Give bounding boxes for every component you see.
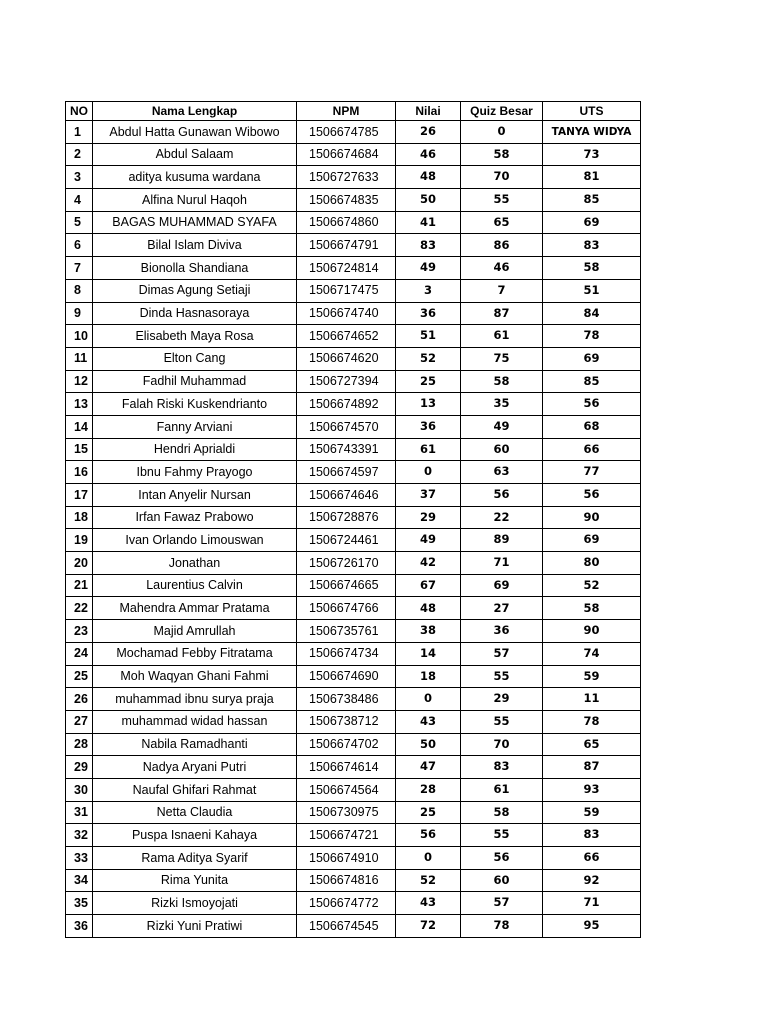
- cell-no: 4: [66, 189, 93, 212]
- cell-nilai: 26: [396, 121, 461, 144]
- cell-uts: TANYA WIDYA: [543, 121, 641, 144]
- cell-quiz-besar: 60: [461, 438, 543, 461]
- cell-quiz-besar: 60: [461, 869, 543, 892]
- cell-uts: 92: [543, 869, 641, 892]
- cell-quiz-besar: 65: [461, 211, 543, 234]
- table-row: [66, 234, 641, 257]
- cell-nama-lengkap: Ivan Orlando Limouswan: [93, 529, 297, 552]
- cell-nilai: 0: [396, 688, 461, 711]
- cell-npm: 1506674614: [297, 756, 396, 779]
- table-row: [66, 552, 641, 575]
- cell-nama-lengkap: Elisabeth Maya Rosa: [93, 325, 297, 348]
- cell-uts: 78: [543, 325, 641, 348]
- cell-nama-lengkap: Netta Claudia: [93, 801, 297, 824]
- cell-nama-lengkap: Rama Aditya Syarif: [93, 847, 297, 870]
- cell-nilai: 0: [396, 461, 461, 484]
- cell-quiz-besar: 49: [461, 415, 543, 438]
- cell-uts: 73: [543, 143, 641, 166]
- cell-npm: 1506727633: [297, 166, 396, 189]
- cell-quiz-besar: 0: [461, 121, 543, 144]
- cell-npm: 1506727394: [297, 370, 396, 393]
- cell-uts: 81: [543, 166, 641, 189]
- cell-no: 17: [66, 484, 93, 507]
- table-row: [66, 461, 641, 484]
- cell-no: 7: [66, 257, 93, 280]
- cell-nama-lengkap: Jonathan: [93, 552, 297, 575]
- cell-no: 24: [66, 642, 93, 665]
- table-row: [66, 869, 641, 892]
- cell-nama-lengkap: Hendri Aprialdi: [93, 438, 297, 461]
- cell-quiz-besar: 29: [461, 688, 543, 711]
- cell-nama-lengkap: Dimas Agung Setiaji: [93, 279, 297, 302]
- cell-no: 9: [66, 302, 93, 325]
- cell-uts: 83: [543, 234, 641, 257]
- cell-nilai: 0: [396, 847, 461, 870]
- cell-npm: 1506738712: [297, 710, 396, 733]
- table-row: [66, 801, 641, 824]
- cell-quiz-besar: 55: [461, 665, 543, 688]
- table-row: [66, 620, 641, 643]
- cell-quiz-besar: 55: [461, 824, 543, 847]
- table-row: [66, 121, 641, 144]
- cell-uts: 66: [543, 847, 641, 870]
- cell-npm: 1506674721: [297, 824, 396, 847]
- table-header: [66, 102, 641, 121]
- cell-uts: 52: [543, 574, 641, 597]
- cell-nama-lengkap: Puspa Isnaeni Kahaya: [93, 824, 297, 847]
- table-row: [66, 710, 641, 733]
- cell-nilai: 48: [396, 166, 461, 189]
- cell-uts: 84: [543, 302, 641, 325]
- table-row: [66, 484, 641, 507]
- cell-nama-lengkap: Mochamad Febby Fitratama: [93, 642, 297, 665]
- cell-uts: 78: [543, 710, 641, 733]
- cell-quiz-besar: 83: [461, 756, 543, 779]
- cell-nilai: 3: [396, 279, 461, 302]
- cell-nama-lengkap: Abdul Salaam: [93, 143, 297, 166]
- cell-uts: 51: [543, 279, 641, 302]
- cell-nama-lengkap: Moh Waqyan Ghani Fahmi: [93, 665, 297, 688]
- table-row: [66, 529, 641, 552]
- cell-quiz-besar: 57: [461, 892, 543, 915]
- table-row: [66, 438, 641, 461]
- cell-npm: 1506674646: [297, 484, 396, 507]
- cell-no: 6: [66, 234, 93, 257]
- cell-nilai: 47: [396, 756, 461, 779]
- cell-quiz-besar: 56: [461, 847, 543, 870]
- cell-nilai: 29: [396, 506, 461, 529]
- cell-nama-lengkap: Fadhil Muhammad: [93, 370, 297, 393]
- cell-nama-lengkap: muhammad ibnu surya praja: [93, 688, 297, 711]
- cell-nama-lengkap: Bionolla Shandiana: [93, 257, 297, 280]
- cell-uts: 66: [543, 438, 641, 461]
- cell-no: 14: [66, 415, 93, 438]
- cell-no: 22: [66, 597, 93, 620]
- cell-no: 13: [66, 393, 93, 416]
- cell-npm: 1506674740: [297, 302, 396, 325]
- cell-quiz-besar: 57: [461, 642, 543, 665]
- cell-no: 28: [66, 733, 93, 756]
- cell-nilai: 50: [396, 733, 461, 756]
- table-row: [66, 597, 641, 620]
- cell-quiz-besar: 58: [461, 801, 543, 824]
- table-row: [66, 506, 641, 529]
- cell-nilai: 72: [396, 915, 461, 938]
- cell-no: 21: [66, 574, 93, 597]
- cell-uts: 95: [543, 915, 641, 938]
- cell-quiz-besar: 35: [461, 393, 543, 416]
- cell-npm: 1506674791: [297, 234, 396, 257]
- table-row: [66, 166, 641, 189]
- cell-nama-lengkap: Ibnu Fahmy Prayogo: [93, 461, 297, 484]
- cell-nama-lengkap: Mahendra Ammar Pratama: [93, 597, 297, 620]
- cell-quiz-besar: 55: [461, 710, 543, 733]
- cell-nama-lengkap: Abdul Hatta Gunawan Wibowo: [93, 121, 297, 144]
- cell-uts: 80: [543, 552, 641, 575]
- table-row: [66, 325, 641, 348]
- cell-no: 12: [66, 370, 93, 393]
- cell-nama-lengkap: Dinda Hasnasoraya: [93, 302, 297, 325]
- cell-nama-lengkap: Falah Riski Kuskendrianto: [93, 393, 297, 416]
- cell-npm: 1506674652: [297, 325, 396, 348]
- cell-quiz-besar: 27: [461, 597, 543, 620]
- table-row: [66, 847, 641, 870]
- table-row: [66, 574, 641, 597]
- cell-npm: 1506674665: [297, 574, 396, 597]
- cell-quiz-besar: 86: [461, 234, 543, 257]
- cell-npm: 1506674910: [297, 847, 396, 870]
- table-row: [66, 257, 641, 280]
- cell-nama-lengkap: Rizki Yuni Pratiwi: [93, 915, 297, 938]
- cell-nama-lengkap: Alfina Nurul Haqoh: [93, 189, 297, 212]
- cell-nilai: 38: [396, 620, 461, 643]
- cell-nama-lengkap: Rima Yunita: [93, 869, 297, 892]
- header-quiz-besar: Quiz Besar: [461, 102, 543, 121]
- cell-no: 34: [66, 869, 93, 892]
- cell-nama-lengkap: Intan Anyelir Nursan: [93, 484, 297, 507]
- cell-quiz-besar: 7: [461, 279, 543, 302]
- cell-uts: 69: [543, 347, 641, 370]
- header-row: [66, 102, 641, 121]
- cell-quiz-besar: 63: [461, 461, 543, 484]
- cell-nilai: 52: [396, 347, 461, 370]
- table-row: [66, 665, 641, 688]
- cell-nilai: 61: [396, 438, 461, 461]
- cell-npm: 1506674816: [297, 869, 396, 892]
- cell-nama-lengkap: Nadya Aryani Putri: [93, 756, 297, 779]
- cell-nama-lengkap: Majid Amrullah: [93, 620, 297, 643]
- cell-nilai: 67: [396, 574, 461, 597]
- cell-npm: 1506730975: [297, 801, 396, 824]
- cell-npm: 1506674702: [297, 733, 396, 756]
- cell-quiz-besar: 61: [461, 778, 543, 801]
- cell-nilai: 50: [396, 189, 461, 212]
- table-row: [66, 279, 641, 302]
- cell-npm: 1506674772: [297, 892, 396, 915]
- table-row: [66, 393, 641, 416]
- cell-no: 20: [66, 552, 93, 575]
- cell-uts: 85: [543, 189, 641, 212]
- cell-npm: 1506674734: [297, 642, 396, 665]
- cell-nilai: 51: [396, 325, 461, 348]
- cell-npm: 1506674545: [297, 915, 396, 938]
- cell-no: 25: [66, 665, 93, 688]
- cell-no: 36: [66, 915, 93, 938]
- cell-no: 26: [66, 688, 93, 711]
- cell-no: 15: [66, 438, 93, 461]
- cell-quiz-besar: 89: [461, 529, 543, 552]
- cell-no: 11: [66, 347, 93, 370]
- cell-npm: 1506674597: [297, 461, 396, 484]
- cell-npm: 1506743391: [297, 438, 396, 461]
- table-body: [66, 121, 641, 938]
- cell-nilai: 28: [396, 778, 461, 801]
- cell-nama-lengkap: Bilal Islam Diviva: [93, 234, 297, 257]
- cell-nilai: 43: [396, 892, 461, 915]
- cell-nilai: 49: [396, 529, 461, 552]
- cell-npm: 1506674684: [297, 143, 396, 166]
- cell-nilai: 25: [396, 801, 461, 824]
- cell-nilai: 37: [396, 484, 461, 507]
- header-uts: UTS: [543, 102, 641, 121]
- cell-npm: 1506674766: [297, 597, 396, 620]
- cell-nama-lengkap: aditya kusuma wardana: [93, 166, 297, 189]
- cell-quiz-besar: 71: [461, 552, 543, 575]
- cell-nama-lengkap: BAGAS MUHAMMAD SYAFA: [93, 211, 297, 234]
- cell-uts: 56: [543, 393, 641, 416]
- cell-nilai: 42: [396, 552, 461, 575]
- cell-uts: 69: [543, 529, 641, 552]
- cell-no: 33: [66, 847, 93, 870]
- table-row: [66, 302, 641, 325]
- cell-quiz-besar: 22: [461, 506, 543, 529]
- table-row: [66, 688, 641, 711]
- cell-no: 23: [66, 620, 93, 643]
- cell-npm: 1506674570: [297, 415, 396, 438]
- cell-npm: 1506735761: [297, 620, 396, 643]
- cell-uts: 11: [543, 688, 641, 711]
- cell-quiz-besar: 55: [461, 189, 543, 212]
- cell-uts: 59: [543, 665, 641, 688]
- cell-nama-lengkap: Fanny Arviani: [93, 415, 297, 438]
- cell-quiz-besar: 87: [461, 302, 543, 325]
- cell-nama-lengkap: Naufal Ghifari Rahmat: [93, 778, 297, 801]
- score-table: [65, 101, 641, 938]
- cell-no: 2: [66, 143, 93, 166]
- cell-uts: 68: [543, 415, 641, 438]
- cell-npm: 1506738486: [297, 688, 396, 711]
- cell-nilai: 25: [396, 370, 461, 393]
- table-row: [66, 733, 641, 756]
- cell-quiz-besar: 70: [461, 166, 543, 189]
- cell-quiz-besar: 46: [461, 257, 543, 280]
- cell-uts: 85: [543, 370, 641, 393]
- cell-no: 30: [66, 778, 93, 801]
- cell-no: 29: [66, 756, 93, 779]
- table-row: [66, 189, 641, 212]
- cell-npm: 1506674620: [297, 347, 396, 370]
- table-row: [66, 915, 641, 938]
- cell-uts: 58: [543, 257, 641, 280]
- cell-npm: 1506674860: [297, 211, 396, 234]
- header-no: NO: [66, 102, 93, 121]
- cell-nilai: 13: [396, 393, 461, 416]
- cell-nama-lengkap: Nabila Ramadhanti: [93, 733, 297, 756]
- cell-quiz-besar: 56: [461, 484, 543, 507]
- table-row: [66, 642, 641, 665]
- cell-nilai: 48: [396, 597, 461, 620]
- cell-nilai: 36: [396, 302, 461, 325]
- cell-nilai: 14: [396, 642, 461, 665]
- cell-npm: 1506726170: [297, 552, 396, 575]
- cell-no: 27: [66, 710, 93, 733]
- cell-uts: 59: [543, 801, 641, 824]
- cell-uts: 87: [543, 756, 641, 779]
- cell-no: 19: [66, 529, 93, 552]
- cell-npm: 1506674835: [297, 189, 396, 212]
- cell-nilai: 36: [396, 415, 461, 438]
- table-row: [66, 778, 641, 801]
- table-row: [66, 347, 641, 370]
- cell-nama-lengkap: Elton Cang: [93, 347, 297, 370]
- table-row: [66, 756, 641, 779]
- cell-no: 35: [66, 892, 93, 915]
- cell-npm: 1506674690: [297, 665, 396, 688]
- cell-no: 3: [66, 166, 93, 189]
- cell-quiz-besar: 58: [461, 143, 543, 166]
- header-npm: NPM: [297, 102, 396, 121]
- cell-nilai: 46: [396, 143, 461, 166]
- cell-nama-lengkap: Rizki Ismoyojati: [93, 892, 297, 915]
- cell-uts: 69: [543, 211, 641, 234]
- cell-no: 18: [66, 506, 93, 529]
- cell-quiz-besar: 61: [461, 325, 543, 348]
- table-row: [66, 892, 641, 915]
- cell-nilai: 56: [396, 824, 461, 847]
- header-nilai: Nilai: [396, 102, 461, 121]
- cell-no: 31: [66, 801, 93, 824]
- cell-nilai: 18: [396, 665, 461, 688]
- cell-npm: 1506674564: [297, 778, 396, 801]
- cell-nama-lengkap: Laurentius Calvin: [93, 574, 297, 597]
- cell-no: 10: [66, 325, 93, 348]
- header-nama-lengkap: Nama Lengkap: [93, 102, 297, 121]
- cell-npm: 1506674785: [297, 121, 396, 144]
- cell-quiz-besar: 36: [461, 620, 543, 643]
- cell-nilai: 52: [396, 869, 461, 892]
- cell-npm: 1506724461: [297, 529, 396, 552]
- table-row: [66, 415, 641, 438]
- cell-nama-lengkap: Irfan Fawaz Prabowo: [93, 506, 297, 529]
- cell-nama-lengkap: muhammad widad hassan: [93, 710, 297, 733]
- cell-uts: 90: [543, 506, 641, 529]
- cell-npm: 1506728876: [297, 506, 396, 529]
- cell-no: 5: [66, 211, 93, 234]
- cell-npm: 1506717475: [297, 279, 396, 302]
- cell-uts: 77: [543, 461, 641, 484]
- table-row: [66, 211, 641, 234]
- cell-no: 32: [66, 824, 93, 847]
- table-row: [66, 824, 641, 847]
- cell-nilai: 83: [396, 234, 461, 257]
- cell-uts: 65: [543, 733, 641, 756]
- cell-quiz-besar: 70: [461, 733, 543, 756]
- cell-uts: 56: [543, 484, 641, 507]
- table-row: [66, 370, 641, 393]
- cell-no: 8: [66, 279, 93, 302]
- cell-quiz-besar: 78: [461, 915, 543, 938]
- cell-uts: 90: [543, 620, 641, 643]
- cell-nilai: 41: [396, 211, 461, 234]
- cell-uts: 83: [543, 824, 641, 847]
- cell-uts: 93: [543, 778, 641, 801]
- cell-quiz-besar: 69: [461, 574, 543, 597]
- cell-nilai: 43: [396, 710, 461, 733]
- cell-quiz-besar: 75: [461, 347, 543, 370]
- cell-npm: 1506674892: [297, 393, 396, 416]
- cell-no: 16: [66, 461, 93, 484]
- cell-no: 1: [66, 121, 93, 144]
- table-row: [66, 143, 641, 166]
- cell-uts: 74: [543, 642, 641, 665]
- cell-uts: 58: [543, 597, 641, 620]
- cell-uts: 71: [543, 892, 641, 915]
- cell-quiz-besar: 58: [461, 370, 543, 393]
- cell-nilai: 49: [396, 257, 461, 280]
- cell-npm: 1506724814: [297, 257, 396, 280]
